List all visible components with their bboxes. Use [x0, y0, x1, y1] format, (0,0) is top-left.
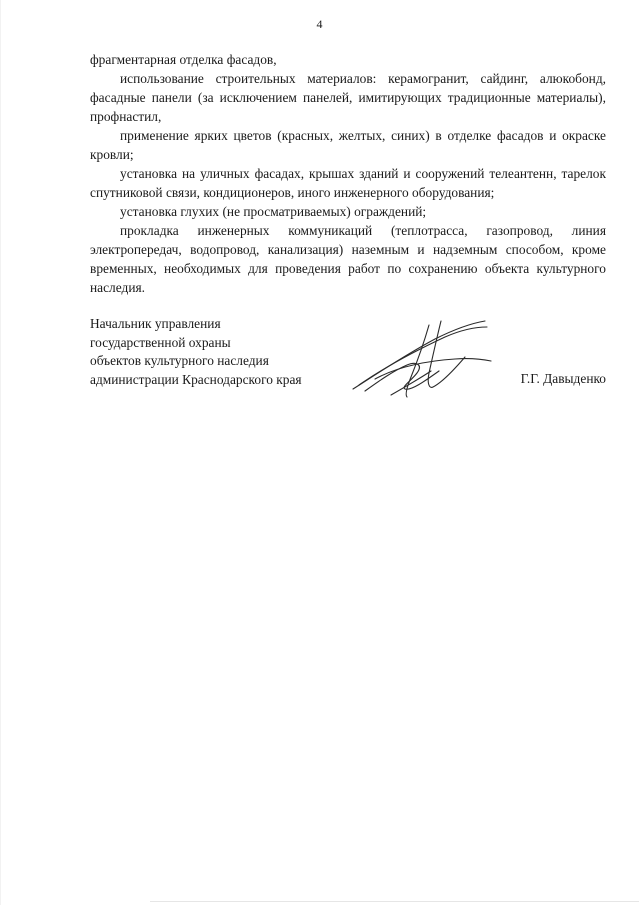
paragraph: фрагментарная отделка фасадов, — [90, 52, 277, 67]
paragraph: прокладка инженерных коммуникаций (теплотрасса, газопровод, линия электропередач, водопровод, канализация) наземным и надземным способом, кроме временных, необходимых для проведения работ по сохранению объекта культурного наследия. — [90, 223, 606, 295]
paragraph: использование строительных материалов: керамогранит, сайдинг, алюкобонд, фасадные панели (за исключением панелей, имитирующих традиционные материалы), профнастил, — [90, 71, 606, 124]
page-number: 4 — [316, 17, 323, 31]
scan-edge — [150, 901, 639, 902]
position-line: государственной охраны — [90, 334, 231, 350]
paragraph: установка на уличных фасадах, крышах зданий и сооружений телеантенн, тарелок спутниковой связи, кондиционеров, иного инженерного оборудования; — [90, 166, 606, 200]
signature-block — [90, 315, 606, 395]
signatory-name: Г.Г. Давыденко — [520, 371, 606, 386]
handwritten-signature — [345, 315, 495, 400]
position-line: объектов культурного наследия — [90, 353, 269, 368]
position-line: администрации Краснодарского края — [90, 371, 302, 387]
paragraph: применение ярких цветов (красных, желтых, синих) в отделке фасадов и окраске кровли; — [90, 128, 606, 162]
scan-edge — [0, 0, 1, 905]
position-line: Начальник управления — [90, 316, 221, 331]
signatory-position — [90, 315, 350, 389]
document-body — [90, 50, 606, 297]
paragraph: установка глухих (не просматриваемых) ограждений; — [120, 204, 427, 219]
